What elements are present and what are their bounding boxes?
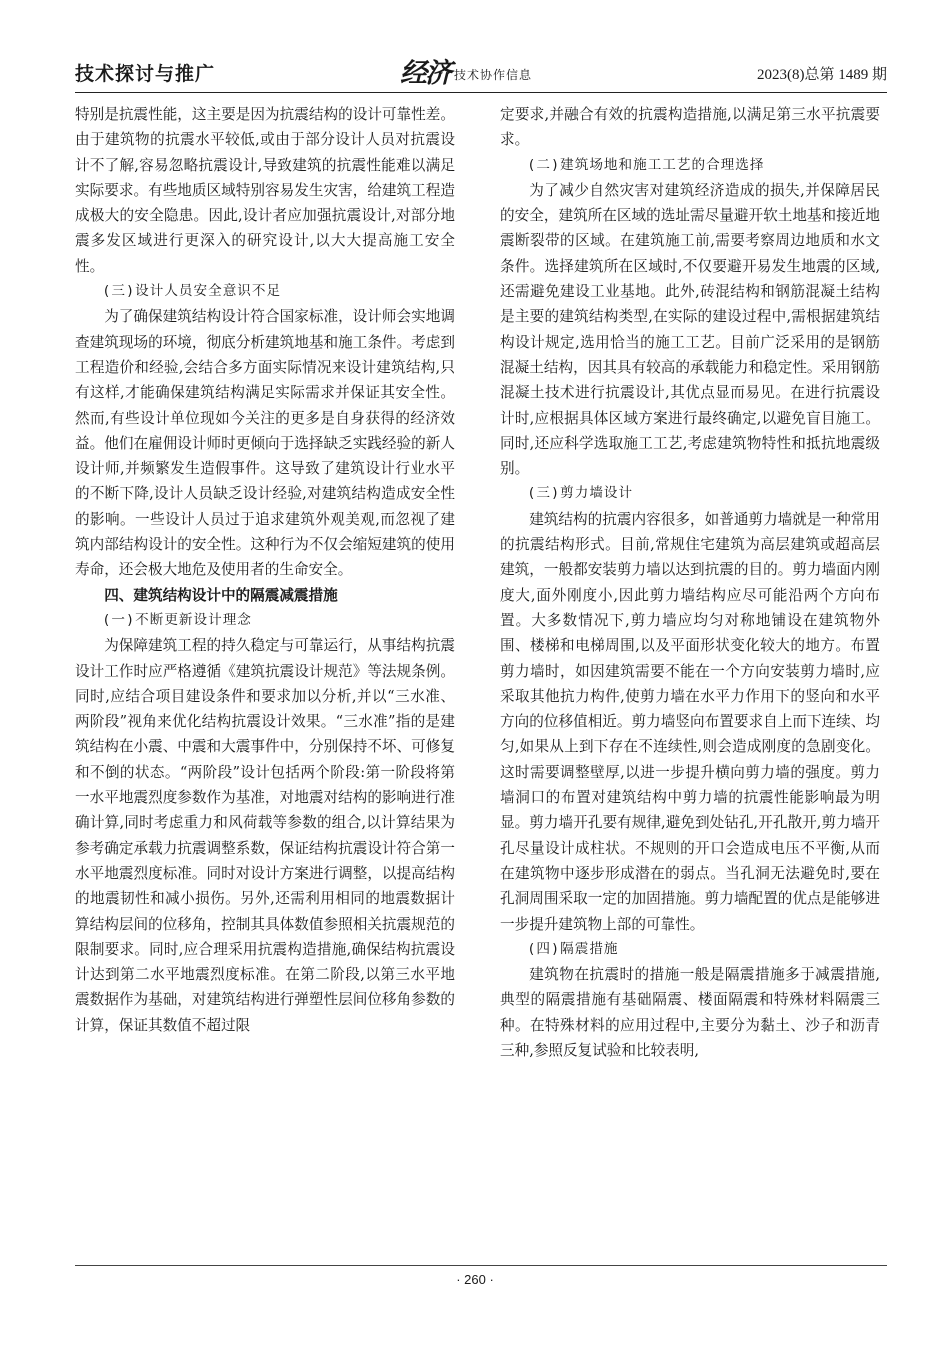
paragraph: 建筑物在抗震时的措施一般是隔震措施多于减震措施,典型的隔震措施有基础隔震、楼面隔震和特殊材料隔震三种。在特殊材料的应用过程中,主要分为黏土、沙子和沥青三种,参照反复试验和比较表明, [500, 966, 880, 1059]
paragraph: 为了减少自然灾害对建筑经济造成的损失,并保障居民的安全，建筑所在区域的选址需尽量避开软土地基和接近地震断裂带的区域。在建筑施工前,需要考察周边地质和水文条件。选择建筑所在区域时,不仅要避开易发生地震的区域,还需避免建设工业基地。此外,砖混结构和钢筋混凝土结构是主要的建筑结构类型,在实际的建设过程中,需根据建筑结构设计规定,选用恰当的施工工艺。目前广泛采用的是钢筋混凝土结构，因其具有较高的承载能力和稳定性。采用钢筋混凝土技术进行抗震设计,其优点显而易见。在进行抗震设计时,应根据具体区域方案进行最终确定,以避免盲目施工。同时,还应科学选取施工工艺,考虑建筑物特性和抵抗地震级别。 [500, 181, 880, 478]
section-label: 技术探讨与推广 [75, 63, 216, 85]
running-header [75, 55, 887, 93]
subsection-heading: (三)设计人员安全意识不足 [102, 283, 282, 300]
journal-subtitle: 技术协作信息 [454, 68, 533, 82]
footer-divider [75, 1265, 887, 1266]
left-column [75, 102, 455, 1038]
paragraph: 定要求,并融合有效的抗震构造措施,以满足第三水平抗震要求。 [500, 106, 880, 149]
paragraph: 特别是抗震性能，这主要是因为抗震结构的设计可靠性差。由于建筑物的抗震水平较低,或由于部分设计人员对抗震设计不了解,容易忽略抗震设计,导致建筑的抗震性能难以满足实际要求。有些地质区域特别容易发生灾害，给建筑工程造成极大的安全隐患。因此,设计者应加强抗震设计,对部分地震多发区域进行更深入的研究设计,以大大提高施工安全性。 [75, 106, 455, 275]
issue-info: 2023(8)总第 1489 期 [757, 67, 887, 83]
page-number: · 260 · [456, 1272, 494, 1287]
paragraph: 建筑结构的抗震内容很多，如普通剪力墙就是一种常用的抗震结构形式。目前,常规住宅建筑为高层建筑或超高层建筑，一般都安装剪力墙以达到抗震的目的。剪力墙面内刚度大,面外刚度小,因此剪力墙结构应尽可能沿两个方向布置。大多数情况下,剪力墙应均匀对称地铺设在建筑物外围、楼梯和电梯周围,以及平面形状变化较大的地方。布置剪力墙时，如因建筑需要不能在一个方向安装剪力墙时,应采取其他抗力构件,使剪力墙在水平力作用下的竖向和水平方向的位移值相近。剪力墙竖向布置要求自上而下连续、均匀,如果从上到下存在不连续性,则会造成刚度的急剧变化。这时需要调整壁厚,以进一步提升横向剪力墙的强度。剪力墙洞口的布置对建筑结构中剪力墙的抗震性能影响最为明显。剪力墙开孔要有规律,避免到处钻孔,开孔散开,剪力墙开孔尽量设计成柱状。不规则的开口会造成电压不平衡,从而在建筑物中逐步形成潜在的弱点。当孔洞无法避免时,要在孔洞周围采取一定的加固措施。剪力墙配置的优点是能够进一步提升建筑物上部的可靠性。 [500, 510, 880, 933]
section-heading: 四、建筑结构设计中的隔震减震措施 [104, 586, 338, 604]
right-column [500, 102, 880, 1063]
journal-masthead [400, 55, 532, 89]
subsection-heading: (三)剪力墙设计 [527, 485, 634, 502]
header-divider [75, 92, 887, 93]
subsection-heading: (四)隔震措施 [527, 940, 619, 957]
paragraph: 为了确保建筑结构设计符合国家标准，设计师会实地调查建筑现场的环境，彻底分析建筑地基和施工条件。考虑到工程造价和经验,会结合多方面实际情况来设计建筑结构,只有这样,才能确保建筑结构满足实际需求并保证其安全性。然而,有些设计单位现如今关注的更多是自身获得的经济效益。他们在雇佣设计师时更倾向于选择缺乏实践经验的新人设计师,并频繁发生造假事件。这导致了建筑设计行业水平的不断下降,设计人员缺乏设计经验,对建筑结构造成安全性的影响。一些设计人员过于追求建筑外观美观,而忽视了建筑内部结构设计的安全性。这种行为不仅会缩短建筑的使用寿命，还会极大地危及使用者的生命安全。 [75, 308, 455, 579]
journal-logo: 经济 [400, 58, 450, 89]
subsection-heading: (二)建筑场地和施工工艺的合理选择 [527, 156, 765, 173]
subsection-heading: (一)不断更新设计理念 [102, 611, 252, 628]
paragraph: 为保障建筑工程的持久稳定与可靠运行，从事结构抗震设计工作时应严格遵循《建筑抗震设计规范》等法规条例。同时,应结合项目建设条件和要求加以分析,并以“三水准、两阶段”视角来优化结构抗震设计效果。“三水准”指的是建筑结构在小震、中震和大震事件中，分别保持不坏、可修复和不倒的状态。“两阶段”设计包括两个阶段:第一阶段将第一水平地震烈度参数作为基准，对地震对结构的影响进行准确计算,同时考虑重力和风荷载等参数的组合,以计算结果为参考确定承载力抗震调整系数，保证结构抗震设计符合第一水平地震烈度标准。同时对设计方案进行调整，以提高结构的地震韧性和减小损伤。另外,还需利用相同的地震数据计算结构层间的位移角，控制其具体数值参照相关抗震规范的限制要求。同时,应合理采用抗震构造措施,确保结构抗震设计达到第二水平地震烈度标准。在第二阶段,以第三水平地震数据作为基础，对建筑结构进行弹塑性层间位移角参数的计算，保证其数值不超过限 [75, 637, 455, 1034]
